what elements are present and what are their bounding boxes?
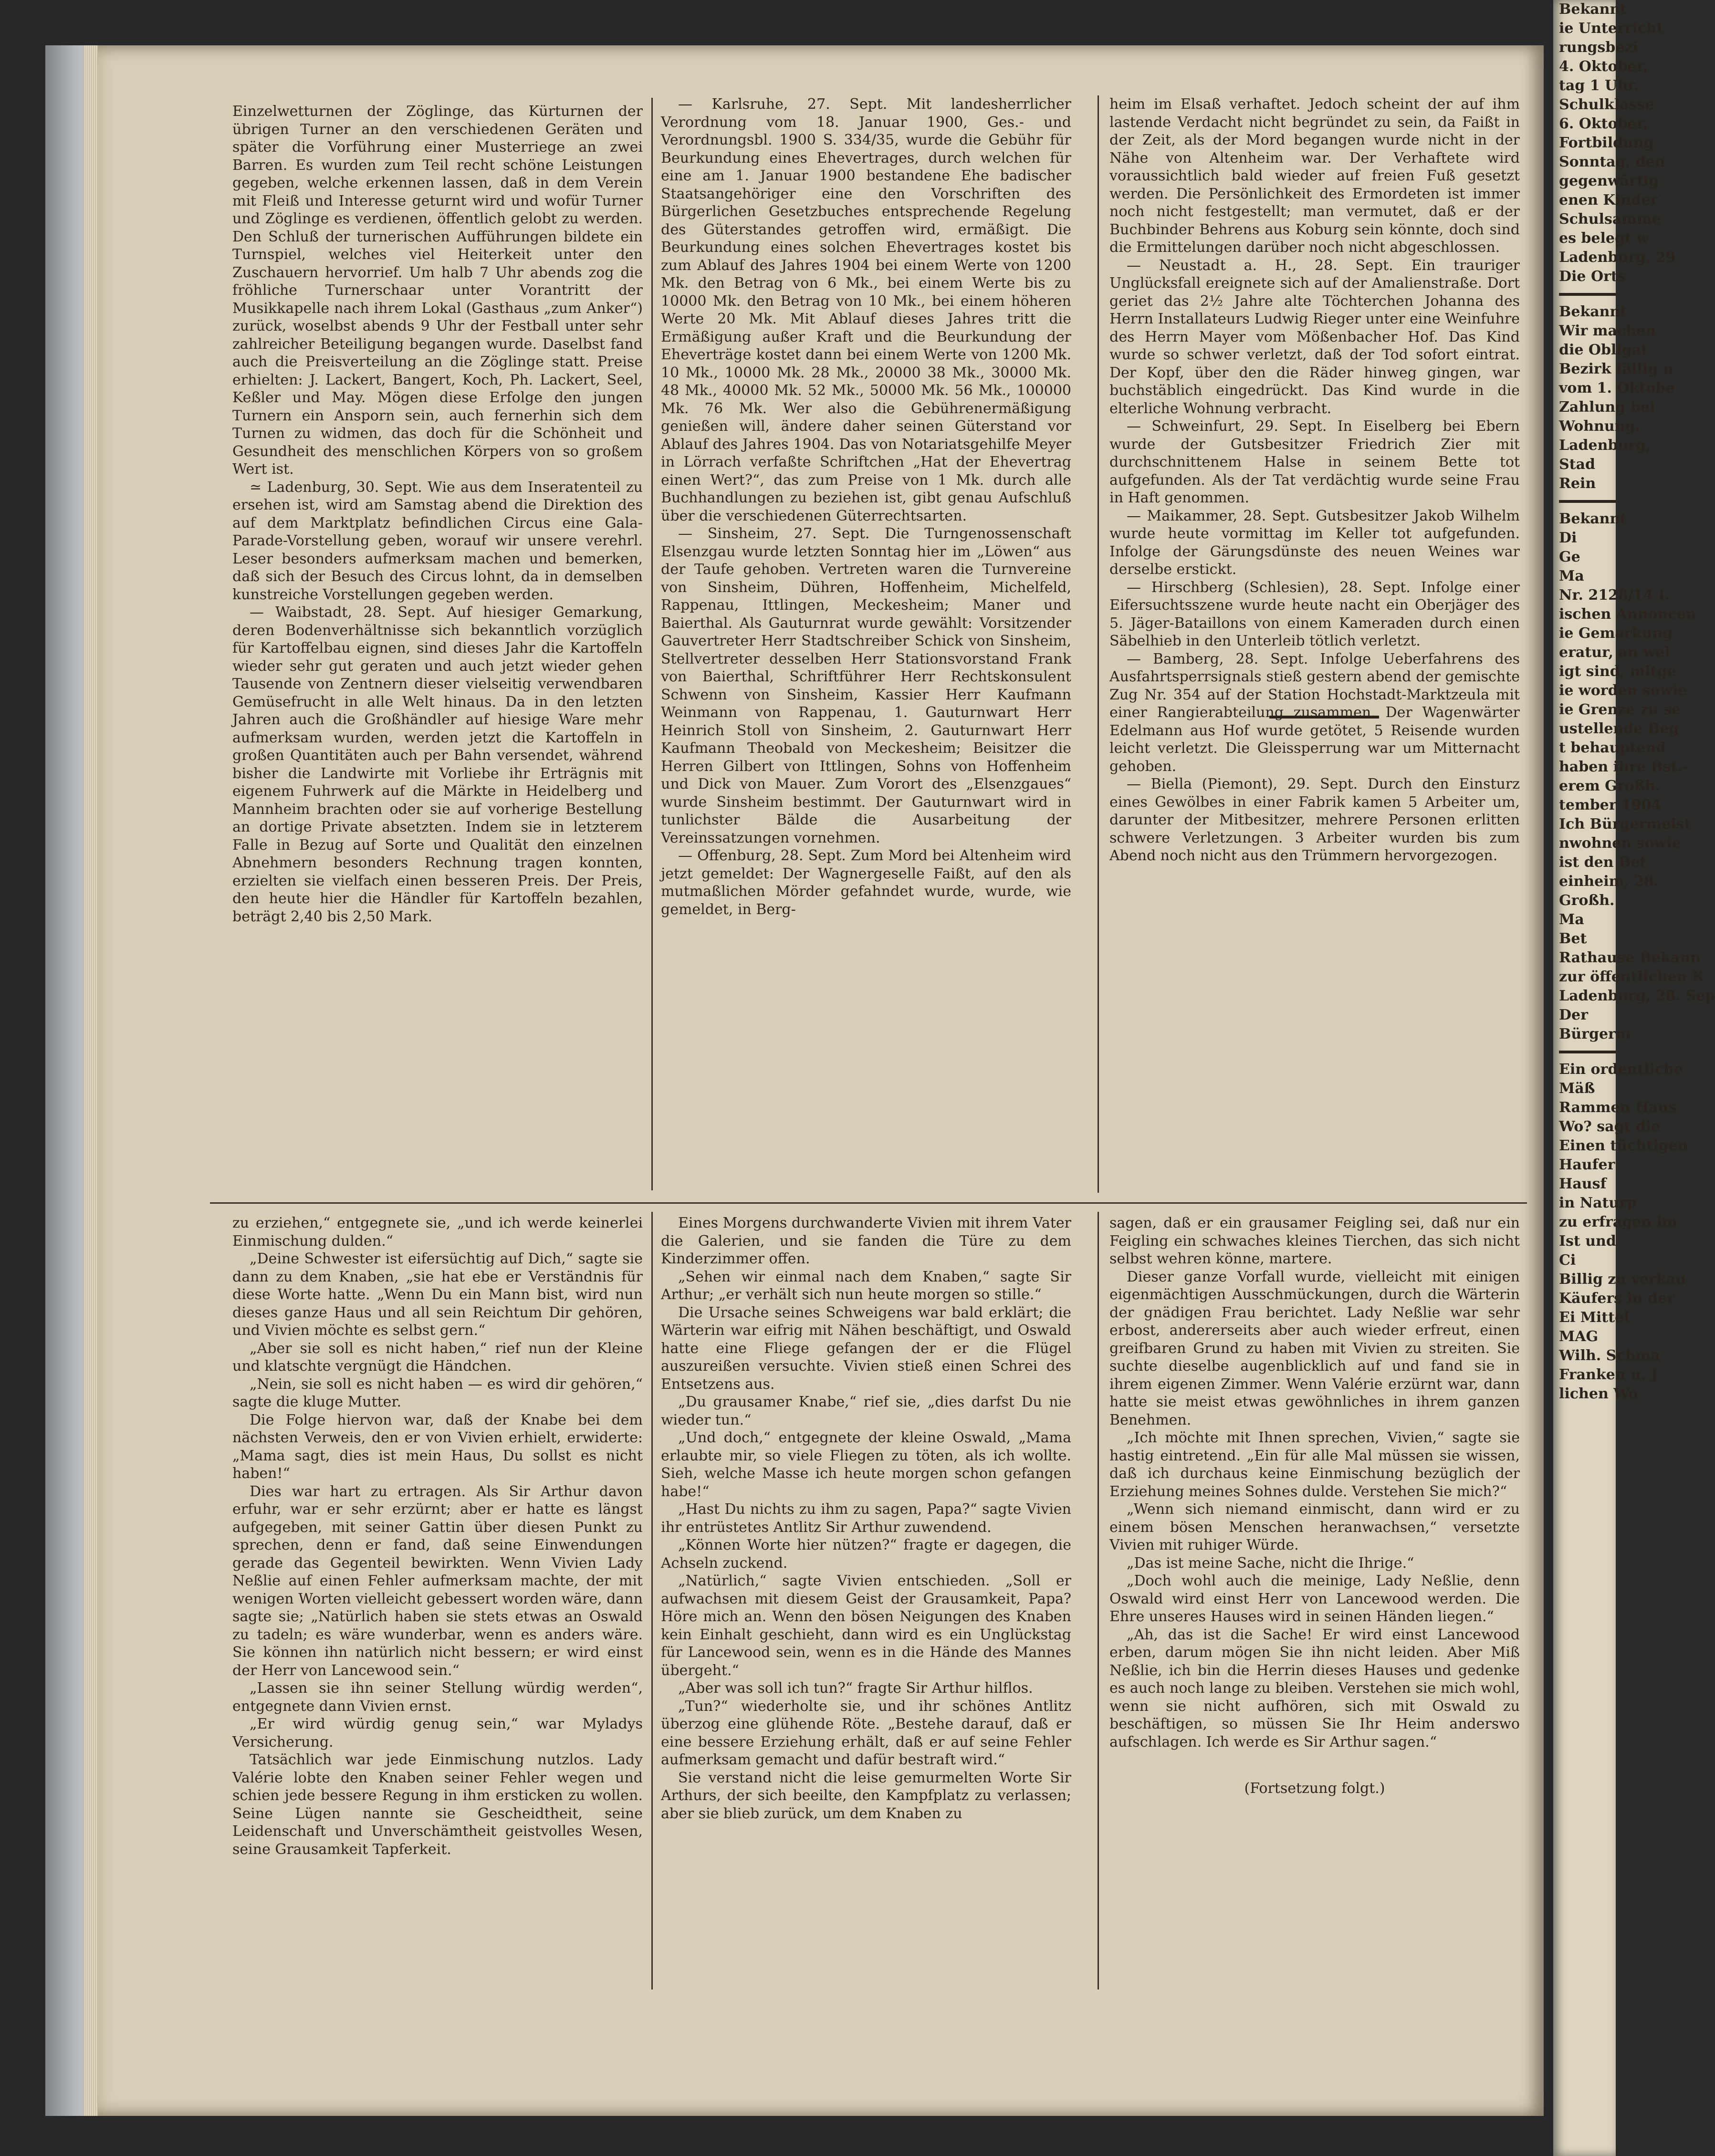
news-column-1 [232, 103, 643, 1195]
facing-page-text: Rammen Haus [1559, 1099, 1677, 1116]
news-paragraph: — Waibstadt, 28. Sept. Auf hiesiger Gemarkung, deren Bodenverhältnisse sich bekanntlich vorzüglich für Kartoffelbau eignen, sind dieses Jahr die Kartoffeln wieder sehr gut geraten und auch jetzt wieder gehen Tausende von Zentnern dieser vielseitig verwendbaren Gemüsefrucht in alle Welt hinaus. Da in den letzten Jahren auch die Großhändler auf hiesige Ware mehr aufmerksam wurden, werden jetzt die Kartoffeln in großen Quantitäten auch per Bahn versendet, während bisher die Landwirte mit Vorliebe ihr Erträgnis mit eigenem Fuhrwerk auf die Märkte in Heidelberg und Mannheim brachten oder sie auf vorherige Bestellung an dortige Private absetzten. Indem sie in letzterem Falle in Bezug auf Sorte und Qualität den einzelnen Abnehmern besonders Rechnung tragen konnten, erzielten sie vielfach einen besseren Preis. Der Preis, den heute hier die Händler für Kartoffeln bezahlen, beträgt 2,40 bis 2,50 Mark. [232, 604, 643, 925]
novel-paragraph: Die Folge hiervon war, daß der Knabe bei dem nächsten Verweis, den er von Vivien erhielt, erwiderte: „Mama sagt, dies ist mein Haus, Du sollst es nicht haben!“ [232, 1411, 643, 1482]
facing-page-rule [1559, 293, 1616, 296]
facing-page-text: ie Unterricht [1559, 20, 1663, 37]
news-paragraph: heim im Elsaß verhaftet. Jedoch scheint der auf ihm lastende Verdacht nicht begründet zu sein, da Faißt in der Zeit, als der Mord begangen wurde nicht in der Nähe von Altenheim war. Der Verhaftete wird voraussichtlich bald wieder auf freien Fuß gesetzt werden. Die Persönlichkeit des Ermordeten ist immer noch nicht festgestellt; man vermutet, daß er der Buchbinder Behrens aus Koburg sein könnte, doch sind die Ermittelungen darüber noch nicht abgeschlossen. [1109, 96, 1520, 256]
facing-page-text: erem Großh. [1559, 778, 1661, 794]
news-paragraph: — Neustadt a. H., 28. Sept. Ein trauriger Unglücksfall ereignete sich auf der Amalienstraße. Dort geriet das 2½ Jahre alte Töchterchen Johanna des Herrn Installateurs Ludwig Rieger unter eine Weinfuhre des Herrn Mayer vom Mößenbacher Hof. Das Kind wurde so schwer verletzt, daß der Tod sofort eintrat. Der Kopf, über den die Räder hinweg gingen, war buchstäblich eingedrückt. Das Kind wurde in die elterliche Wohnung verbracht. [1109, 257, 1520, 417]
novel-paragraph: Eines Morgens durchwanderte Vivien mit ihrem Vater die Galerien, und sie fanden die Türe zu dem Kinderzimmer offen. [661, 1215, 1071, 1267]
news-paragraph: — Offenburg, 28. Sept. Zum Mord bei Altenheim wird jetzt gemeldet: Der Wagnergeselle Faißt, auf den als mutmaßlichen Mörder gefahndet wurde, wurde, wie gemeldet, in Berg- [661, 847, 1071, 918]
facing-page-text: Billig zu verkau [1559, 1271, 1686, 1288]
novel-paragraph: „Sehen wir einmal nach dem Knaben,“ sagte Sir Arthur; „er verhält sich nun heute morgen so stille.“ [661, 1268, 1071, 1303]
facing-page-text: haben ihre Bst.- [1559, 759, 1689, 775]
facing-page-text: Wo? sagt die [1559, 1118, 1661, 1135]
novel-paragraph: „Und doch,“ entgegnete der kleine Oswald, „Mama erlaubte mir, so viele Fliegen zu töten, als ich wollte. Sieh, welche Masse ich heute morgen schon gefangen habe!“ [661, 1429, 1071, 1500]
facing-page-text: die Obligat [1559, 342, 1648, 358]
facing-page-text: Haufer [1559, 1156, 1615, 1173]
facing-page-text: es belegt w [1559, 230, 1649, 247]
facing-page-text: Großh. [1559, 892, 1615, 909]
news-paragraph: — Hirschberg (Schlesien), 28. Sept. Infolge einer Eifersuchtsszene wurde heute nacht ein Oberjäger des 5. Jäger-Bataillons von einem Kameraden durch einen Säbelhieb in den Unterleib tötlich verletzt. [1109, 579, 1520, 649]
novel-paragraph: „Aber sie soll es nicht haben,“ rief nun der Kleine und klatschte vergnügt die Händchen. [232, 1340, 643, 1375]
news-paragraph: — Sinsheim, 27. Sept. Die Turngenossenschaft Elsenzgau wurde letzten Sonntag hier im „Löwen“ aus der Taufe gehoben. Vertreten waren die Turnvereine von Sinsheim, Dühren, Hoffenheim, Michelfeld, Rappenau, Ittlingen, Meckesheim; Maner und Baierthal. Als Gauturnrat wurde gewählt: Vorsitzender Gauvertreter Herr Stadtschreiber Schick von Sinsheim, Stellvertreter desselben Herr Stationsvorstand Frank von Baierthal, Schriftführer Herr Rechtskonsulent Schwenn von Sinsheim, Kassier Herr Kaufmann Weinmann von Rappenau, 1. Gauturnwart Herr Heinrich Stoll von Sinsheim, 2. Gauturnwart Herr Kaufmann Theobald von Meckesheim; Beisitzer die Herren Gilbert von Ittlingen, Sohns von Hoffenheim und Dick von Mauer. Zum Vorort des „Elsenzgaues“ wurde Sinsheim bestimmt. Der Gauturnwart wird in tunlichster Bälde die Ausarbeitung der Vereinssatzungen vornehmen. [661, 525, 1071, 846]
facing-page-text: Zahlung bei [1559, 399, 1655, 416]
facing-page-rule [1559, 500, 1616, 503]
facing-page-text: Bekannt [1559, 303, 1627, 320]
facing-page-text: ustellende Beg [1559, 720, 1679, 737]
facing-page-fragment [1553, 0, 1715, 2156]
news-paragraph: Einzelwetturnen der Zöglinge, das Kürturnen der übrigen Turner an den verschiedenen Geräten und später die Vorführung einer Musterriege an zwei Barren. Es wurden zum Teil recht schöne Leistungen gegeben, welche erkennen lassen, daß in dem Verein mit Fleiß und Interesse geturnt wird und wofür Turner und Zöglinge es verdienen, öffentlich gelobt zu werden. Den Schluß der turnerischen Aufführungen bildete ein Turnspiel, welches viel Heiterkeit unter den Zuschauern hervorrief. Um halb 7 Uhr abends zog die fröhliche Turnerschaar unter Vorantritt der Musikkapelle nach ihrem Lokal (Gasthaus „zum Anker“) zurück, woselbst abends 9 Uhr der Festball unter sehr zahlreicher Beteiligung begangen wurde. Daselbst fand auch die Preisverteilung an die Zöglinge statt. Preise erhielten: J. Lackert, Bangert, Koch, Ph. Lackert, Seel, Keßler und May. Mögen diese Erfolge den jungen Turnern ein Ansporn sein, auch fernerhin sich dem Turnen zu widmen, das doch für die Schönheit und Gesundheit des menschlichen Körpers von so großem Wert ist. [232, 103, 643, 478]
novel-paragraph: Die Ursache seines Schweigens war bald erklärt; die Wärterin war eifrig mit Nähen beschäftigt, und Oswald hatte eine Fliege gefangen der er die Flügel auszureißen versuchte. Vivien stieß einen Schrei des Entsetzens aus. [661, 1304, 1071, 1393]
facing-page-text: Nr. 2128/14 I. [1559, 587, 1670, 604]
novel-paragraph: „Deine Schwester ist eifersüchtig auf Dich,“ sagte sie dann zu dem Knaben, „sie hat ebe er Verständnis für diese Worte hatte. „Wenn Du ein Mann bist, wird nun dieses ganze Haus und all sein Reichtum Dir gehören, und Vivien möchte es selbst gern.“ [232, 1250, 643, 1339]
facing-page-text: Ich Bürgermeist [1559, 816, 1691, 833]
facing-page-text: ist den Bet [1559, 854, 1647, 871]
news-paragraph: ≃ Ladenburg, 30. Sept. Wie aus dem Inseratenteil zu ersehen ist, wird am Samstag abend die Direktion des auf dem Marktplatz befindlichen Circus eine Gala-Parade-Vorstellung geben, worauf wir unsere verehrl. Leser besonders aufmerksam machen und bemerken, daß sich der Besuch des Circus lohnt, da in demselben kunstreiche Vorstellungen gegeben werden. [232, 479, 643, 603]
facing-page-text: tag 1 Uhr. [1559, 77, 1639, 94]
facing-page-text: Einen tüchtigen [1559, 1137, 1688, 1154]
column-rule [1098, 95, 1099, 1193]
facing-page-text: lichen Wo [1559, 1385, 1638, 1402]
facing-page-text: Bet [1559, 930, 1587, 947]
facing-page-text: Ist und [1559, 1233, 1616, 1250]
facing-page-text: einheim, 28. [1559, 873, 1659, 890]
facing-page-text: Hausf [1559, 1176, 1607, 1192]
novel-paragraph: „Nein, sie soll es nicht haben — es wird dir gehören,“ sagte die kluge Mutter. [232, 1375, 643, 1410]
novel-paragraph: „Hast Du nichts zu ihm zu sagen, Papa?“ sagte Vivien ihr entrüstetes Antlitz Sir Arthur zuwendend. [661, 1501, 1071, 1536]
novel-paragraph: „Aber was soll ich tun?“ fragte Sir Arthur hilflos. [678, 1680, 1033, 1697]
facing-page-text: ischen Annoncen [1559, 606, 1696, 623]
novel-paragraph: „Tun?“ wiederholte sie, und ihr schönes Antlitz überzog eine glühende Röte. „Bestehe darauf, daß er eine bessere Erziehung erhält, daß er auf seine Fehler aufmerksam gemacht und dafür bestraft wird.“ [661, 1698, 1071, 1768]
facing-page-text: 4. Oktober, [1559, 58, 1648, 75]
news-paragraph: — Biella (Piemont), 29. Sept. Durch den Einsturz eines Gewölbes in einer Fabrik kamen 5 Arbeiter um, darunter der Mitbesitzer, mehrere Personen erlitten schwere Verletzungen. 3 Arbeiter wurden bis zum Abend noch nicht aus den Trümmern hervorgezogen. [1109, 776, 1520, 864]
facing-page-text: Der [1559, 1007, 1588, 1023]
facing-page-text: Ma [1559, 911, 1584, 928]
novel-paragraph: Tatsächlich war jede Einmischung nutzlos. Lady Valérie lobte den Knaben seiner Fehler wegen und schien jede bessere Regung in ihm ersticken zu wollen. Seine Lügen nannte sie Gescheidtheit, seine Leidenschaft und Unverschämtheit geistvolles Wesen, seine Grausamkeit Tapferkeit. [232, 1751, 643, 1858]
news-column-3 [1109, 95, 1520, 864]
facing-page-text: Di [1559, 530, 1577, 546]
facing-page-text: Ein ordentliche [1559, 1061, 1684, 1078]
novel-column-2 [661, 1214, 1071, 1987]
news-paragraph: — Schweinfurt, 29. Sept. In Eiselberg bei Ebern wurde der Gutsbesitzer Friedrich Zier mit durchschnittenem Halse in seinem Bette tot aufgefunden. Als der Tat verdächtig wurde seine Frau in Haft genommen. [1109, 418, 1520, 506]
facing-page-text: tember 1904 [1559, 797, 1662, 813]
novel-column-1 [232, 1214, 643, 1987]
news-paragraph: — Maikammer, 28. Sept. Gutsbesitzer Jakob Wilhelm wurde heute vormittag im Keller tot aufgefunden. Infolge der Gärungsdünste des neuen Weines war derselbe erstickt. [1109, 507, 1520, 578]
novel-paragraph: „Das ist meine Sache, nicht die Ihrige.“ [1127, 1554, 1414, 1572]
novel-paragraph: sagen, daß er ein grausamer Feigling sei, daß nur ein Feigling ein schwaches kleines Tierchen, das sich nicht selbst wehren könne, martere. [1109, 1215, 1520, 1267]
facing-page-text: Die Orts [1559, 268, 1626, 285]
facing-page-text: Wilh. Schma [1559, 1347, 1660, 1364]
continuation-note: (Fortsetzung folgt.) [1244, 1780, 1385, 1797]
facing-page-text: ie Grenze zu se [1559, 701, 1681, 718]
facing-page-text: Mäß [1559, 1080, 1595, 1097]
column-rule [651, 98, 653, 1190]
novel-paragraph: „Wenn sich niemand einmischt, dann wird er zu einem bösen Menschen heranwachsen,“ versetzte Vivien mit ruhiger Würde. [1109, 1501, 1520, 1553]
facing-page-text: MAG [1559, 1328, 1599, 1345]
novel-paragraph: „Du grausamer Knabe,“ rief sie, „dies darfst Du nie wieder tun.“ [661, 1394, 1071, 1428]
facing-page-text: igt sind, mitge [1559, 663, 1676, 680]
facing-page-text: Bekannt [1559, 1, 1627, 18]
facing-page-text: Bekannt [1559, 510, 1627, 527]
facing-page-text: Ladenburg, 28. Sep [1559, 988, 1715, 1004]
facing-page-text: zur öffentlichen K [1559, 969, 1705, 985]
facing-page-text: t behauptend [1559, 739, 1666, 756]
facing-page-text: Bezirk fällig n [1559, 361, 1673, 377]
section-rule [210, 1202, 1527, 1204]
facing-page-rule [1559, 1051, 1616, 1053]
facing-page-text: nwohnen sowie [1559, 835, 1681, 852]
facing-page-text: Wir machen [1559, 323, 1656, 339]
facing-page-text: in Naturp [1559, 1195, 1637, 1211]
news-column-2 [661, 95, 1071, 1193]
facing-page-text: Stad [1559, 456, 1595, 473]
facing-page-text: Ladenburg, 29 [1559, 249, 1676, 266]
facing-page-text: rungsbezi [1559, 39, 1638, 56]
novel-paragraph: zu erziehen,“ entgegnete sie, „und ich werde keinerlei Einmischung dulden.“ [232, 1215, 643, 1250]
facing-page-text: Bürgerm [1559, 1026, 1631, 1042]
novel-paragraph: Dies war hart zu ertragen. Als Sir Arthur davon erfuhr, war er sehr erzürnt; aber er hatte es längst aufgegeben, mit seiner Gattin über diesen Punkt zu sprechen, denn er fand, daß seine Einwendungen gerade das Gegenteil bewirkten. Wenn Vivien Lady Neßlie auf einen Fehler aufmerksam machte, der mit wenigen Worten vielleicht gebessert worden wäre, dann sagte sie; „Natürlich haben sie stets etwas an Oswald zu tadeln; es wäre wunderbar, wenn es anders wäre. Sie können ihn natürlich nicht bessern; er wird einst der Herr von Lancewood sein.“ [232, 1483, 643, 1679]
facing-page-text: 6. Oktober, [1559, 115, 1648, 132]
facing-page-text: gegenwärtig [1559, 173, 1659, 189]
facing-page-text: zu erfragen im [1559, 1214, 1677, 1230]
novel-paragraph: Dieser ganze Vorfall wurde, vielleicht mit einigen eigenmächtigen Ausschmückungen, durch die Wärterin der gnädigen Frau berichtet. Lady Neßlie war sehr erbost, andererseits aber auch wieder erfreut, einen greifbaren Grund zu haben mit Vivien zu streiten. Sie suchte dieselbe augenblicklich auf und fand sie in ihrem eigenen Zimmer. Wenn Valérie erzürnt war, dann hatte sie meist etwas gewöhnliches in ihrem ganzen Benehmen. [1109, 1268, 1520, 1428]
novel-paragraph: „Er wird würdig genug sein,“ war Myladys Versicherung. [232, 1716, 643, 1750]
facing-page-text: Käufers in der [1559, 1290, 1674, 1307]
novel-paragraph: „Doch wohl auch die meinige, Lady Neßlie, denn Oswald wird einst Herr von Lancewood werden. Die Ehre unseres Hauses wird in seinen Händen liegen.“ [1109, 1573, 1520, 1625]
page-edge [84, 45, 98, 2116]
facing-page-text: Rathause Bekann [1559, 949, 1701, 966]
facing-page-text: vom 1. Oktobe [1559, 380, 1675, 396]
facing-page-text: ie Gemarkung [1559, 625, 1673, 642]
facing-page-text: Rein [1559, 475, 1596, 492]
facing-page-text: Schulsamme [1559, 211, 1661, 228]
news-paragraph: — Karlsruhe, 27. Sept. Mit landesherrlicher Verordnung vom 18. Januar 1900, Ges.- und Verordnungsbl. 1900 S. 334/35, wurde die Gebühr für Beurkundung eines Ehevertrages, durch welchen für eine am 1. Januar 1900 bestandene Ehe badischer Staatsangehöriger eine den Vorschriften des Bürgerlichen Gesetzbuches entsprechende Regelung des Güterstandes getroffen wird, ermäßigt. Die Beurkundung eines solchen Ehevertrages kostet bis zum Ablauf des Jahres 1904 bei einem Werte von 1200 Mk. den Betrag von 6 Mk., bei einem Werte bis zu 10000 Mk. den Betrag von 10 Mk., bei einem höheren Werte 20 Mk. Mit Ablauf dieses Jahres tritt die Ermäßigung außer Kraft und die Beurkundung der Eheverträge kostet dann bei einem Werte von 1200 Mk. 10 Mk., 10000 Mk. 28 Mk., 20000 38 Mk., 30000 Mk. 48 Mk., 40000 Mk. 52 Mk., 50000 Mk. 56 Mk., 100000 Mk. 76 Mk. Wer also die Gebührenermäßigung genießen will, ändere daher seinen Güterstand vor Ablauf des Jahres 1904. Das von Notariatsgehilfe Meyer in Lörrach verfaßte Schriftchen „Hat der Ehevertrag einen Wert?“, das zum Preise von 1 Mk. durch alle Buchhandlungen zu beziehen ist, gibt genau Aufschluß über die verschiedenen Güterrechtsarten. [661, 96, 1071, 524]
facing-page-text: Ma [1559, 568, 1584, 584]
novel-paragraph: „Lassen sie ihn seiner Stellung würdig werden“, entgegnete dann Vivien ernst. [232, 1680, 643, 1715]
facing-page-text: eratur, an wel [1559, 644, 1670, 661]
novel-paragraph: „Können Worte hier nützen?“ fragte er dagegen, die Achseln zuckend. [661, 1537, 1071, 1572]
facing-page-text: ie worden sowie [1559, 682, 1687, 699]
facing-page-text: Ei Mittel [1559, 1309, 1630, 1326]
facing-page-text: Wohnung. [1559, 418, 1640, 435]
novel-paragraph: „Natürlich,“ sagte Vivien entschieden. „Soll er aufwachsen mit diesem Geist der Grausamkeit, Papa? Höre mich an. Wenn den bösen Neigungen des Knaben kein Einhalt geschieht, dann wird es ein Unglückstag für Lancewood sein, wenn es in die Hände des Mannes übergeht.“ [661, 1573, 1071, 1679]
column-rule [651, 1212, 653, 1989]
novel-paragraph: „Ah, das ist die Sache! Er wird einst Lancewood erben, darum mögen Sie ihn nicht leiden. Aber Miß Neßlie, ich bin die Herrin dieses Hauses und gedenke es auch noch lange zu bleiben. Verstehen sie mich wohl, wenn sie nicht aufhören, sich mit Oswald zu beschäftigen, so müssen Sie Ihr Heim anderswo aufschlagen. Ich werde es Sir Arthur sagen.“ [1109, 1626, 1520, 1750]
facing-page-text: Sonntag, den [1559, 154, 1665, 170]
column-rule [1098, 1212, 1099, 1989]
novel-paragraph: „Ich möchte mit Ihnen sprechen, Vivien,“ sagte sie hastig eintretend. „Ein für alle Mal müssen sie wissen, daß ich durchaus keine Einmischung bezüglich der Erziehung meines Sohnes dulde. Verstehen Sie mich?“ [1109, 1429, 1520, 1500]
facing-page-text: enen Kinder [1559, 192, 1658, 208]
facing-page-text: Franken u. J [1559, 1366, 1658, 1383]
novel-column-3 [1109, 1214, 1520, 1987]
facing-page-text: Ge [1559, 549, 1580, 565]
facing-page-text: Schulklasse [1559, 96, 1654, 113]
facing-page-text: Ladenburg, [1559, 437, 1651, 454]
novel-paragraph: Sie verstand nicht die leise gemurmelten Worte Sir Arthurs, der sich beeilte, den Kampfplatz zu verlassen; aber sie blieb zurück, um dem Knaben zu [661, 1769, 1071, 1822]
facing-page-text: Fortbildung [1559, 135, 1654, 151]
facing-page-text: Ci [1559, 1252, 1576, 1269]
news-paragraph: — Bamberg, 28. Sept. Infolge Ueberfahrens des Ausfahrtsperrsignals stieß gestern abend der gemischte Zug Nr. 354 auf der Station Hochstadt-Marktzeula mit einer Rangierabteilung zusammen. Der Wagenwärter Edelmann aus Hof wurde getötet, 5 Reisende wurden leicht verletzt. Die Gleissperrung war um Mitternacht gehoben. [1109, 650, 1520, 775]
